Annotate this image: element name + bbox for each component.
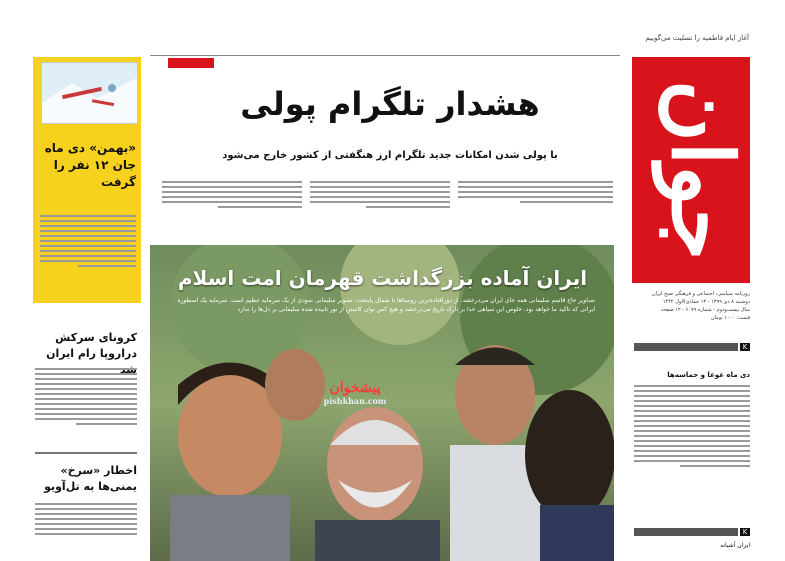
pub-price: قیمت: ۱۰۰۰ تومان bbox=[710, 315, 750, 321]
europe-corona-headline: کرونای سرکش دراروپا رام ایران bbox=[46, 331, 137, 360]
pub-info-line: روزنامه سیاسی، اجتماعی و فرهنگی صبح ایران bbox=[651, 291, 750, 297]
right-box-headline: ایران آشیانه bbox=[720, 542, 750, 549]
main-story-kicker bbox=[168, 58, 214, 68]
europe-corona-body bbox=[35, 365, 137, 428]
masthead-tagline: آغاز ایام فاطمیه را تسلیت می‌گوییم bbox=[645, 34, 749, 42]
right-box-headline: دی ماه غوغا و حماسه‌ها bbox=[667, 371, 750, 379]
kicker-mark: K bbox=[740, 528, 750, 536]
right-box-2 bbox=[634, 528, 750, 549]
pub-info-line: دوشنبه ۸ دی ۱۳۹۹ - ۱۳ جمادی‌الاول ۱۴۴۲ bbox=[662, 299, 750, 305]
main-story-column bbox=[162, 178, 302, 211]
pub-info-line: سال بیست‌ودوم - شماره ۶۰۷۹ - ۱۲ صفحه bbox=[661, 307, 750, 313]
kicker-mark: K bbox=[740, 343, 750, 351]
main-story-column bbox=[458, 178, 613, 206]
newspaper-logo: جوان bbox=[653, 79, 752, 261]
avalanche-photo bbox=[41, 62, 138, 124]
photo-headline: ایران آماده بزرگداشت قهرمان امت اسلام bbox=[177, 266, 588, 290]
watermark-site: pishkhan.com bbox=[323, 396, 387, 406]
publication-info bbox=[634, 290, 750, 322]
kicker-bar bbox=[634, 343, 738, 351]
main-subheadline: با پولی شدن امکانات جدید تلگرام ارز هنگفتی از کشور خارج می‌شود bbox=[222, 150, 558, 161]
watermark-logo: پیشخوان bbox=[329, 380, 381, 396]
yellow-body-text bbox=[40, 212, 136, 270]
top-rule bbox=[150, 55, 620, 56]
main-headline: هشدار تلگرام پولی bbox=[240, 85, 540, 123]
yellow-headline: «بهمن» دی ماه جان ۱۲ نفر را گرفت bbox=[44, 141, 136, 189]
yemen-headline: اخطار «سرخ» یمنی‌ها به تل‌آویو bbox=[44, 464, 137, 493]
divider bbox=[35, 452, 137, 454]
photo-caption: تصاویر حاج قاسم سلیمانی همه جای ایران می‌درخشد. از دورافتاده‌ترین روستاها تا شمال پایتخت، تصویر سلیمانی نمودی از یک سرمایه عظیم است. سرمایه یک اسطوره ایرانی که تاکید ما خواهد بود. خلوص این سپاهی خدا بر تارک تاریخ می‌درخشد و هیچ کس توان کاستن از نور تابیده شده سلیمانی بر دل‌ها را ندارد bbox=[177, 297, 595, 313]
kicker-bar bbox=[634, 528, 738, 536]
main-story-column bbox=[310, 178, 450, 211]
yemen-body bbox=[35, 500, 137, 538]
right-box-body bbox=[634, 385, 750, 467]
right-box-1 bbox=[634, 343, 750, 470]
pishkhan-watermark bbox=[300, 380, 410, 406]
